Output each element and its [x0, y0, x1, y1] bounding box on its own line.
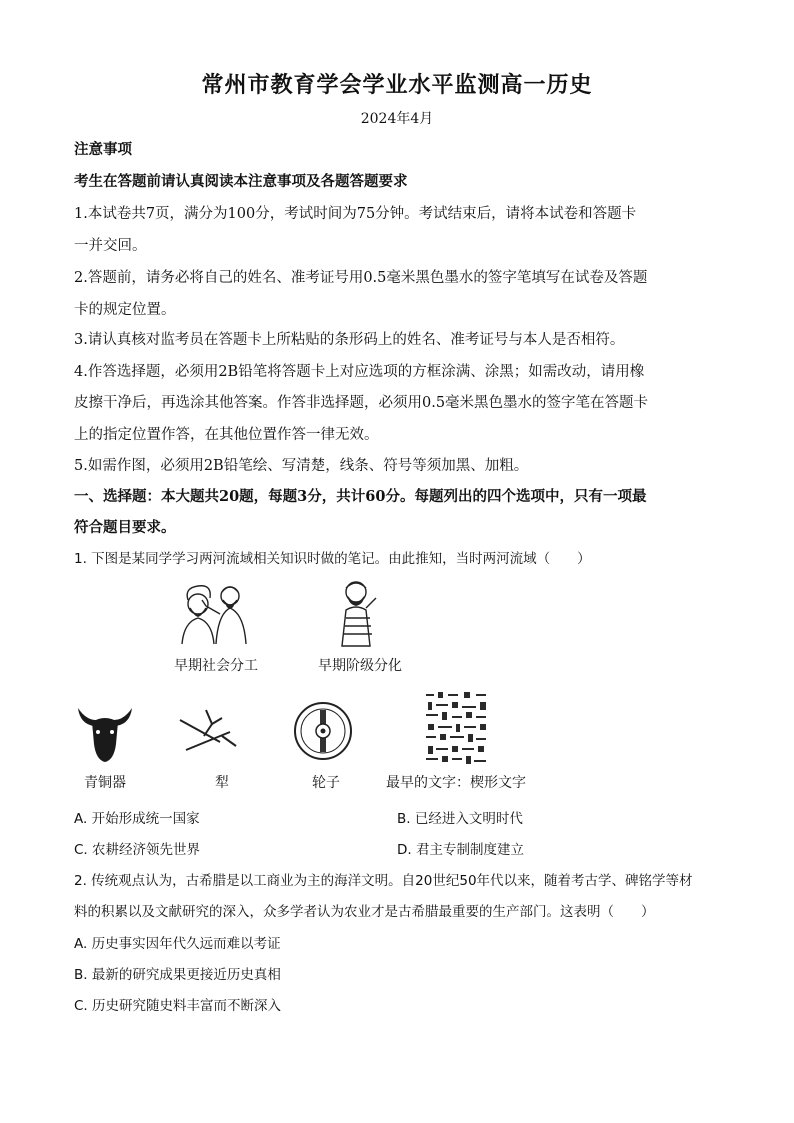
section-heading-line-1: 一、选择题：本大题共20题，每题3分，共计60分。每题列出的四个选项中，只有一项最	[74, 488, 647, 505]
question-2-stem-line-2: 料的积累以及文献研究的深入，众多学者认为农业才是古希腊最重要的生产部门。这表明（ ）	[74, 904, 655, 920]
caption-wheel: 轮子	[312, 775, 340, 791]
notice-intro: 考生在答题前请认真阅读本注意事项及各题答题要求	[74, 173, 408, 190]
plough-icon	[176, 706, 240, 754]
notice-item-3: 3.请认真核对监考员在答题卡上所粘贴的条形码上的姓名、准考证号与本人是否相符。	[74, 332, 625, 348]
section-heading-line-2: 符合题目要求。	[74, 519, 176, 536]
question-1-stem: 1. 下图是某同学学习两河流域相关知识时做的笔记。由此推知，当时两河流域（ ）	[74, 551, 591, 567]
notice-item-2-line-1: 2.答题前，请务必将自己的姓名、准考证号用0.5毫米黑色墨水的签字笔填写在试卷及答题	[74, 270, 648, 286]
notice-item-4-line-1: 4.作答选择题，必须用2B铅笔将答题卡上对应选项的方框涂满、涂黑；如需改动，请用橡	[74, 364, 645, 380]
caption-plough: 犁	[215, 775, 229, 791]
notice-item-2-line-2: 卡的规定位置。	[74, 302, 176, 318]
page-title: 常州市教育学会学业水平监测高一历史	[201, 72, 593, 98]
notice-item-1-line-2: 一并交回。	[74, 238, 147, 254]
notice-heading: 注意事项	[74, 141, 132, 158]
q1-option-c[interactable]: C. 农耕经济领先世界	[74, 842, 201, 858]
wheel-icon	[292, 700, 354, 762]
social-division-illustration	[168, 578, 258, 646]
q1-option-b[interactable]: B. 已经进入文明时代	[397, 811, 523, 827]
notice-item-5: 5.如需作图，必须用2B铅笔绘、写清楚，线条、符号等须加黑、加粗。	[74, 458, 529, 474]
caption-cuneiform: 最早的文字：楔形文字	[386, 775, 526, 791]
cuneiform-tablet-icon	[424, 690, 490, 768]
class-differentiation-illustration	[328, 578, 388, 648]
exam-date: 2024年4月	[360, 111, 434, 127]
q2-option-c[interactable]: C. 历史研究随史料丰富而不断深入	[74, 998, 282, 1014]
q2-option-a[interactable]: A. 历史事实因年代久远而难以考证	[74, 936, 281, 952]
question-2-stem-line-1: 2. 传统观点认为，古希腊是以工商业为主的海洋文明。自20世纪50年代以来，随着考古学、碑铭学等材	[74, 873, 693, 889]
caption-bronze: 青铜器	[84, 775, 126, 791]
q1-option-a[interactable]: A. 开始形成统一国家	[74, 811, 200, 827]
q1-option-d[interactable]: D. 君主专制制度建立	[397, 842, 524, 858]
notice-item-4-line-2: 皮擦干净后，再选涂其他答案。作答非选择题，必须用0.5毫米黑色墨水的签字笔在答题卡	[74, 395, 649, 411]
caption-class-differentiation: 早期阶级分化	[318, 658, 402, 674]
q2-option-b[interactable]: B. 最新的研究成果更接近历史真相	[74, 967, 281, 983]
notice-item-4-line-3: 上的指定位置作答，在其他位置作答一律无效。	[74, 427, 379, 443]
notice-item-1-line-1: 1.本试卷共7页，满分为100分，考试时间为75分钟。考试结束后，请将本试卷和答题卡	[74, 206, 637, 222]
bronze-bull-head-icon	[74, 698, 136, 764]
caption-social-division: 早期社会分工	[174, 658, 258, 674]
